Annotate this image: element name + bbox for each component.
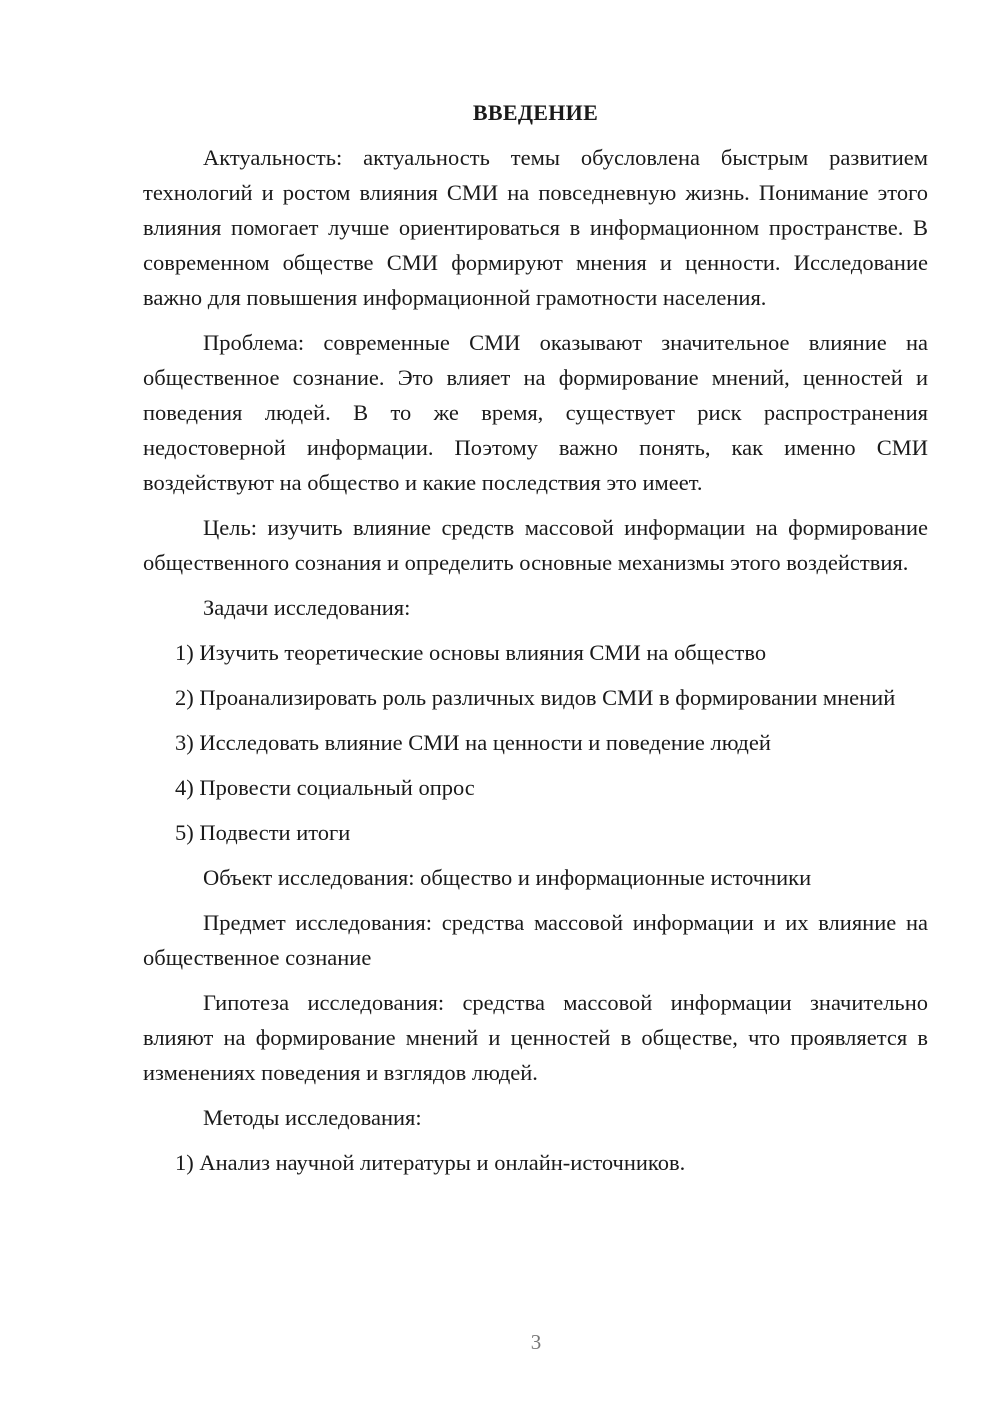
methods-heading: Методы исследования:: [203, 1105, 422, 1130]
method-item-1: 1) Анализ научной литературы и онлайн-источников.: [175, 1150, 686, 1175]
tasks-heading: Задачи исследования:: [203, 595, 411, 620]
task-item-2: 2) Проанализировать роль различных видов СМИ в формировании мнений: [175, 685, 896, 710]
task-item-1: 1) Изучить теоретические основы влияния СМИ на общество: [175, 640, 767, 665]
paragraph-subject: Предмет исследования: средства массовой информации и их влияние на общественное сознание: [143, 910, 928, 970]
paragraph-problem: Проблема: современные СМИ оказывают значительное влияние на общественное сознание. Это влияет на формирование мнений, ценностей и поведения людей. В то же время, существует риск распространения недостоверной информации. Поэтому важно понять, как именно СМИ воздействуют на общество и какие последствия это имеет.: [143, 330, 928, 495]
task-item-5: 5) Подвести итоги: [175, 820, 351, 845]
section-title: ВВЕДЕНИЕ: [472, 100, 599, 125]
paragraph-hypothesis: Гипотеза исследования: средства массовой информации значительно влияют на формирование мнений и ценностей в обществе, что проявляется в изменениях поведения и взглядов людей.: [143, 990, 928, 1085]
paragraph-relevance: Актуальность: актуальность темы обусловлена быстрым развитием технологий и ростом влияния СМИ на повседневную жизнь. Понимание этого влияния помогает лучше ориентироваться в информационном пространстве. В современном обществе СМИ формируют мнения и ценности. Исследование важно для повышения информационной грамотности населения.: [143, 145, 928, 310]
page-content: [143, 95, 928, 1190]
task-item-3: 3) Исследовать влияние СМИ на ценности и поведение людей: [175, 730, 771, 755]
paragraph-goal: Цель: изучить влияние средств массовой информации на формирование общественного сознания и определить основные механизмы этого воздействия.: [143, 515, 928, 575]
task-item-4: 4) Провести социальный опрос: [175, 775, 475, 800]
page-number: 3: [530, 1330, 542, 1354]
paragraph-object: Объект исследования: общество и информационные источники: [203, 865, 812, 890]
